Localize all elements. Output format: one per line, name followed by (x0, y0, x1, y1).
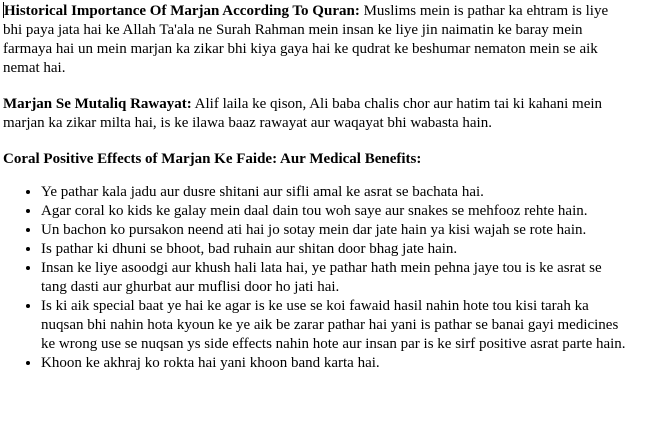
section-heading-benefits (3, 150, 629, 169)
paragraph-rawayat (3, 95, 629, 133)
list-item: • Un bachon ko pursakon neend ati hai jo sotay mein dar jate hain ya kisi wajah se rote hain. (41, 221, 629, 240)
list-item: • Is pathar ki dhuni se bhoot, bad ruhain aur shitan door bhag jate hain. (41, 240, 629, 259)
list-item: • Agar coral ko kids ke galay mein daal dain tou woh saye aur snakes se mehfooz rehte hain. (41, 202, 629, 221)
heading-historical-importance: Historical Importance Of Marjan According To Quran: (4, 3, 360, 19)
list-item: • Insan ke liye asoodgi aur khush hali lata hai, ye pathar hath mein pehna jaye tou is ke asrat se tang dasti aur ghurbat aur muflisi door ho jati hai. (41, 259, 629, 297)
paragraph-historical-importance (3, 2, 629, 78)
text-historical-importance: Muslims mein is pathar ka ehtram is liye bhi paya jata hai ke Allah Ta'ala ne Surah Rahman mein insan ke liye jin naimatin ke baray mein farmaya hai un mein marjan ka zikar bhi kiya gaya hai ke qudrat ke beshumar nematon mein se aik nemat hai. (3, 3, 609, 76)
list-item: • Ye pathar kala jadu aur dusre shitani aur sifli amal ke asrat se bachata hai. (41, 183, 629, 202)
section-heading-text: Coral Positive Effects of Marjan Ke Faide: Aur Medical Benefits: (3, 151, 422, 167)
benefits-list (3, 183, 629, 373)
list-item: • Khoon ke akhraj ko rokta hai yani khoon band karta hai. (41, 354, 629, 373)
list-item: • Is ki aik special baat ye hai ke agar is ke use se koi fawaid hasil nahin hote tou kisi tarah ka nuqsan bhi nahin hota kyoun ke ye aik be zarar pathar hai yani is pathar se banai gayi medicines ke wrong use se nuqsan ys side effects nahin hote aur insan par is ke sirf positive asrat parte hain. (41, 297, 629, 354)
heading-rawayat: Marjan Se Mutaliq Rawayat: (3, 96, 192, 112)
text-rawayat: Alif laila ke qison, Ali baba chalis chor aur hatim tai ki kahani mein marjan ka zikar milta hai, is ke ilawa baaz rawayat aur waqayat bhi wabasta hain. (3, 96, 603, 131)
